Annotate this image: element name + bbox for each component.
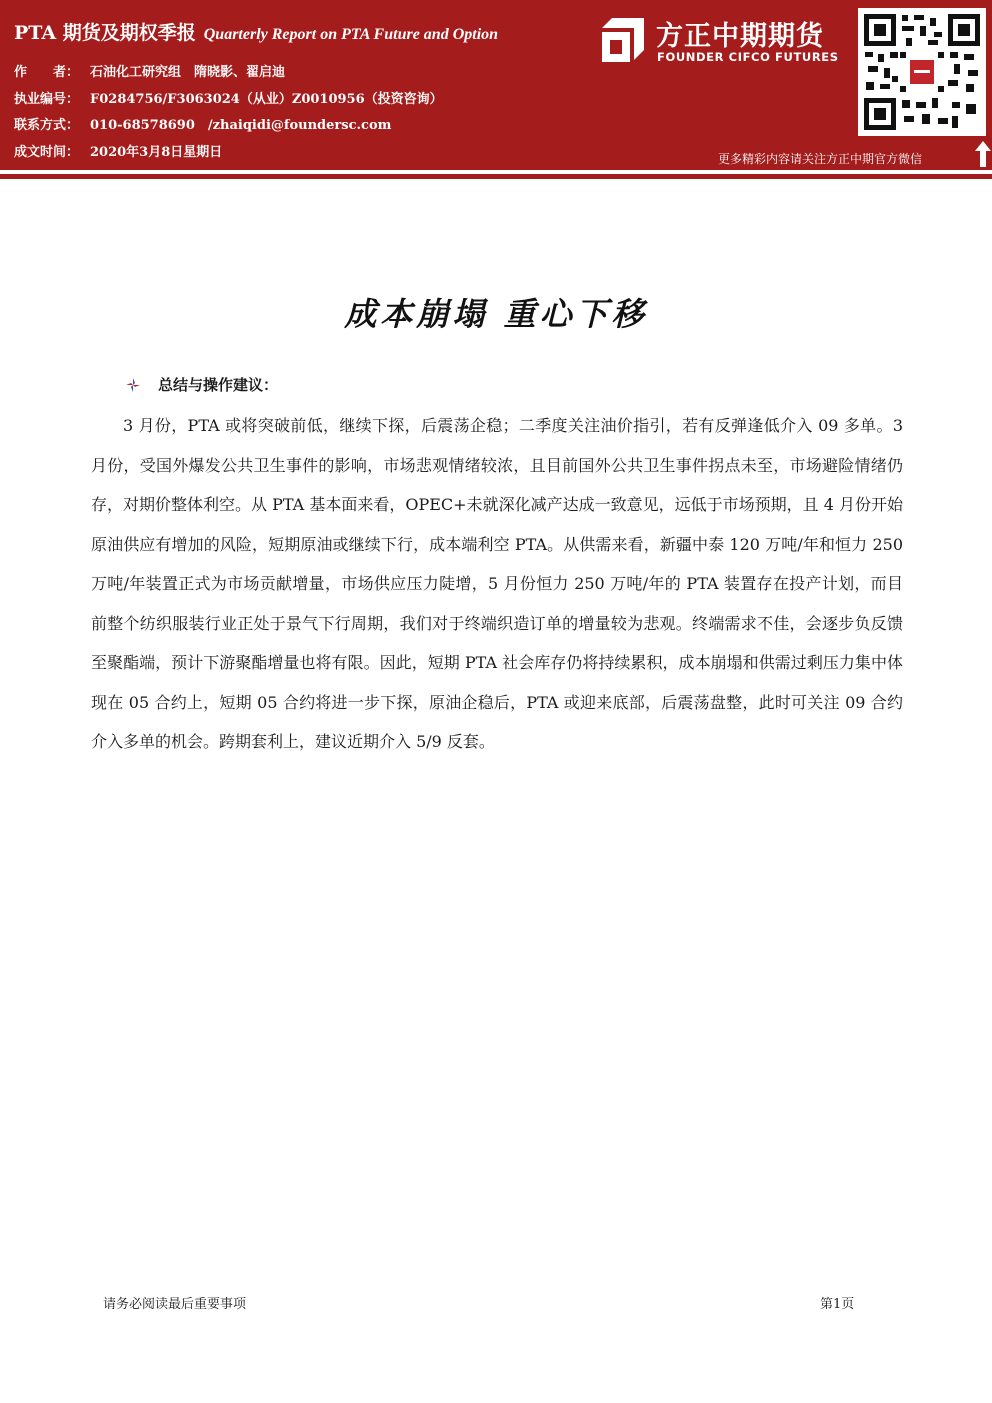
meta-value: 石油化工研究组 隋晓影、翟启迪 <box>90 65 286 80</box>
meta-row-contact <box>14 113 443 140</box>
page-number: 第1页 <box>820 1297 855 1312</box>
logo-name-cn: 方正中期期货 <box>656 21 824 52</box>
document-title: 成本崩塌 重心下移 <box>344 295 648 334</box>
meta-label: 作 者： <box>14 65 80 80</box>
meta-value: 010-68578690 /zhaiqidi@foundersc.com <box>90 118 392 133</box>
wechat-qr-code <box>858 8 986 136</box>
qr-code-icon <box>862 12 982 132</box>
section-label: 总结与操作建议： <box>158 376 279 394</box>
meta-label: 执业编号： <box>14 91 80 107</box>
up-arrow-icon <box>974 140 992 168</box>
summary-paragraph: 3 月份，PTA 或将突破前低，继续下探，后震荡企稳；二季度关注油价指引，若有反弹逢低介入 09 多单。3 月份，受国外爆发公共卫生事件的影响，市场悲观情绪较浓，且目前国外公共卫生事件拐点未至，市场避险情绪仍存，对期价整体利空。从 PTA 基本面来看，OPEC+未就深化减产达成一致意见，远低于市场预期，且 4 月份开始原油供应有增加的风险，短期原油或继续下行，成本端利空 PTA。从供需来看，新疆中泰 120 万吨/年和恒力 250 万吨/年装置正式为市场贡献增量，市场供应压力陡增，5 月份恒力 250 万吨/年的 PTA 装置存在投产计划，而目前整个纺织服装行业正处于景气下行周期，我们对于终端织造订单的增量较为悲观。终端需求不佳，会逐步负反馈至聚酯端，预计下游聚酯增量也将有限。因此，短期 PTA 社会库存仍将持续累积，成本崩塌和供需过剩压力集中体现在 05 合约上，短期 05 合约将进一步下探，原油企稳后，PTA 或迎来底部，后震荡盘整，此时可关注 09 合约介入多单的机会。跨期套利上，建议近期介入 5/9 反套。 <box>91 416 903 751</box>
footer-disclaimer-note: 请务必阅读最后重要事项 <box>103 1297 247 1312</box>
header-divider <box>0 174 992 179</box>
logo-name-en: FOUNDER CIFCO FUTURES <box>657 50 839 64</box>
report-title <box>14 18 498 45</box>
meta-label: 成文时间： <box>14 144 80 160</box>
meta-row-author <box>14 60 443 87</box>
founder-logo-icon <box>598 16 646 64</box>
wechat-follow-note: 更多精彩内容请关注方正中期官方微信 <box>718 152 923 166</box>
author-meta <box>14 60 443 166</box>
section-heading <box>126 374 278 395</box>
report-title-en: Quarterly Report on PTA Future and Option <box>203 26 499 43</box>
report-header <box>0 0 992 170</box>
diamond-bullet-icon <box>126 378 140 392</box>
report-title-cn: PTA 期货及期权季报 <box>14 22 196 44</box>
meta-label: 联系方式： <box>14 118 80 133</box>
company-logo <box>598 14 852 68</box>
meta-value: F0284756/F3063024（从业）Z0010956（投资咨询） <box>90 91 443 107</box>
meta-value: 2020年3月8日星期日 <box>90 144 223 160</box>
meta-row-license <box>14 87 443 114</box>
meta-row-date <box>14 140 443 167</box>
